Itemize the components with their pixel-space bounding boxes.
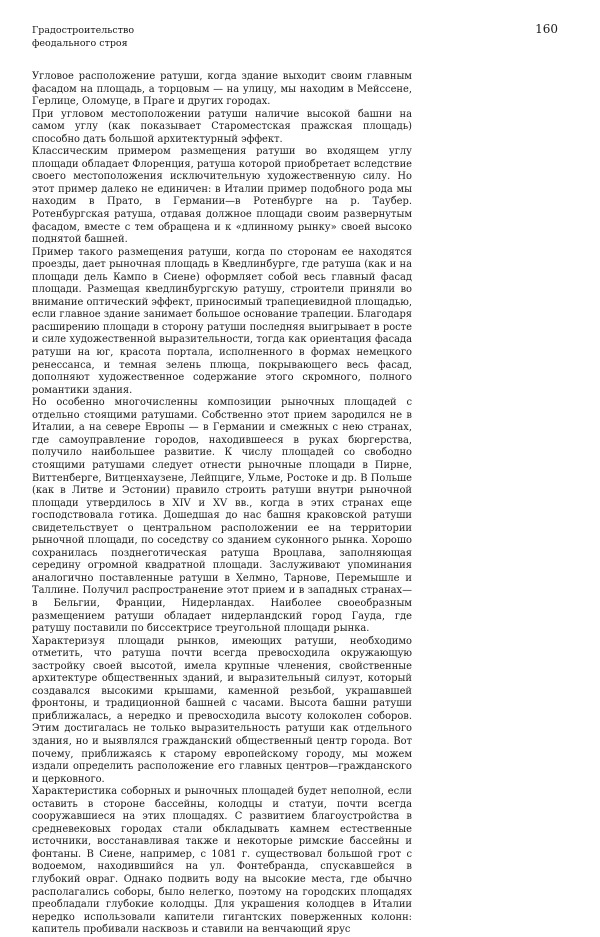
- paragraph: Угловое расположение ратуши, когда здание выходит своим главным фасадом на площадь, а торцовым — на улицу, мы находим в Мейссене, Герлице, Оломуце, в Праге и других городах.: [32, 71, 412, 108]
- paragraph: При угловом местоположении ратуши наличие высокой башни на самом углу (как показывает Староместская пражская площадь) способно дать большой архитектурный эффект.: [32, 108, 412, 145]
- page-number: 160: [535, 22, 558, 36]
- paragraph: Характеризуя площади рынков, имеющих ратуши, необходимо отметить, что ратуша почти всегда превосходила окружающую застройку своей высотой, имела крупные членения, свойственные архитектуре общественных зданий, и выразительный силуэт, который создавался высокими крышами, каменной резьбой, украшавшей фронтоны, и традиционной башней с часами. Высота башни ратуши приближалась, а нередко и превосходила высоту колоколен соборов. Этим достигалась не только выразительность ратуши как отдельного здания, но и выявлялся гражданский общественный центр города. Вот почему, приближаясь к старому европейскому городу, мы можем издали определить расположение его главных центров—гражданского и церковного.: [32, 635, 412, 785]
- paragraph: Классическим примером размещения ратуши во входящем углу площади обладает Флоренция, ратуша которой приобретает вследствие своего местоположения исключительную художественную силу. Но этот пример далеко не единичен: в Италии пример подобного рода мы находим в Прато, в Германии—в Ротенбурге на р. Таубер. Ротенбургская ратуша, отдавая должное площади своим развернутым фасадом, вместе с тем обращена и к «длинному рынку» своей высоко поднятой башней.: [32, 146, 412, 246]
- running-title-line-2: феодального строя: [32, 38, 128, 49]
- body-text: [32, 71, 412, 937]
- running-head: [32, 24, 232, 50]
- paragraph: Характеристика соборных и рыночных площадей будет неполной, если оставить в стороне бассейны, колодцы и статуи, почти всегда сооружавшиеся на этих площадях. С развитием благоустройства в средневековых городах стали обкладывать камнем естественные источники, восстанавливая также и некоторые римские бассейны и фонтаны. В Сиене, например, с 1081 г. существовал большой грот с водоемом, находившийся на ул. Фонтебранда, спускавшейся в глубокий овраг. Однако подвить воду на высокие места, где обычно располагались соборы, было нелегко, поэтому на городских площадях преобладали глубокие колодцы. Для украшения колодцев в Италии нередко использовали капители гигантских поверженных колонн: капитель пробивали насквозь и ставили на венчающий ярус: [32, 786, 412, 936]
- paragraph: Пример такого размещения ратуши, когда по сторонам ее находятся проезды, дает рыночная площадь в Кведлинбурге, где ратуша (как и на площади дель Кампо в Сиене) оформляет собой весь главный фасад площади. Размещая кведлинбургскую ратушу, строители приняли во внимание оптический эффект, приносимый трапециевидной площадью, если главное здание занимает большое основание трапеции. Благодаря расширению площади в сторону ратуши последняя выигрывает в росте и силе художественной выразительности, тогда как ориентация фасада ратуши на юг, красота портала, исполненного в формах немецкого ренессанса, и темная зелень плюща, покрывающего весь фасад, дополняют художественное содержание этого скромного, полного романтики здания.: [32, 246, 412, 396]
- paragraph: Но особенно многочисленны композиции рыночных площадей с отдельно стоящими ратушами. Собственно этот прием зародился не в Италии, а на севере Европы — в Германии и смежных с нею странах, где самоуправление городов, находившееся в руках бюргерства, получило наибольшее развитие. К числу площадей со свободно стоящими ратушами следует отнести рыночные площади в Пирне, Виттенберге, Витценхаузене, Лейпциге, Ульме, Ростоке и др. В Польше (как в Литве и Эстонии) правило строить ратуши внутри рыночной площади утвердилось в XIV и XV вв., когда в этих странах еще господствовала готика. Дошедшая до нас башня краковской ратуши свидетельствует о центральном расположении ее на территории рыночной площади, по соседству со зданием суконного рынка. Хорошо сохранилась позднеготическая ратуша Вроцлава, заполняющая середину огромной квадратной площади. Заслуживают упоминания аналогично поставленные ратуши в Хелмно, Тарнове, Перемышле и Таллине. Получил распространение этот прием и в западных странах—в Бельгии, Франции, Нидерландах. Наиболее своеобразным размещением ратуши обладает нидерландский город Гауда, где ратушу поставили по биссектрисе треугольной площади рынка.: [32, 397, 412, 635]
- running-title-line-1: Градостроительство: [32, 25, 135, 36]
